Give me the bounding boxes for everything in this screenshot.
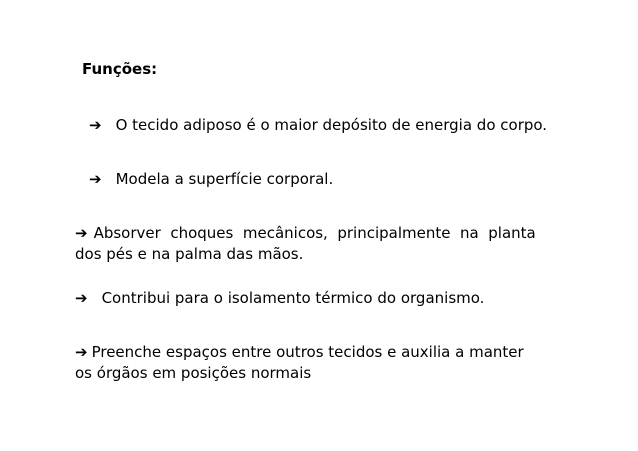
bullet-text: Preenche espaços entre outros tecidos e auxilia a manter bbox=[91, 343, 524, 361]
bullet-line-2: os órgãos em posições normais bbox=[75, 364, 312, 382]
bullet-text: Contribui para o isolamento térmico do organismo. bbox=[101, 289, 485, 307]
bullet-shock-absorption bbox=[75, 223, 561, 265]
bullet-text: Modela a superfície corporal. bbox=[115, 170, 334, 188]
bullet-line-1 bbox=[75, 342, 565, 363]
bullet-text: Absorver choques mecânicos, principalmente na planta bbox=[93, 224, 536, 242]
bullet-body-shape bbox=[89, 169, 333, 190]
bullet-line-2: dos pés e na palma das mãos. bbox=[75, 245, 304, 263]
arrow-right-icon: ➔ bbox=[89, 116, 102, 134]
bullet-fat-storage bbox=[89, 115, 547, 136]
page-title: Funções: bbox=[82, 60, 158, 78]
arrow-right-icon: ➔ bbox=[75, 343, 88, 361]
bullet-thermal-insulation bbox=[75, 288, 484, 309]
arrow-right-icon: ➔ bbox=[75, 289, 88, 307]
arrow-right-icon: ➔ bbox=[75, 224, 88, 242]
bullet-fill-spaces bbox=[75, 342, 565, 384]
arrow-right-icon: ➔ bbox=[89, 170, 102, 188]
bullet-line-1 bbox=[75, 223, 561, 244]
bullet-text: O tecido adiposo é o maior depósito de energia do corpo. bbox=[115, 116, 548, 134]
